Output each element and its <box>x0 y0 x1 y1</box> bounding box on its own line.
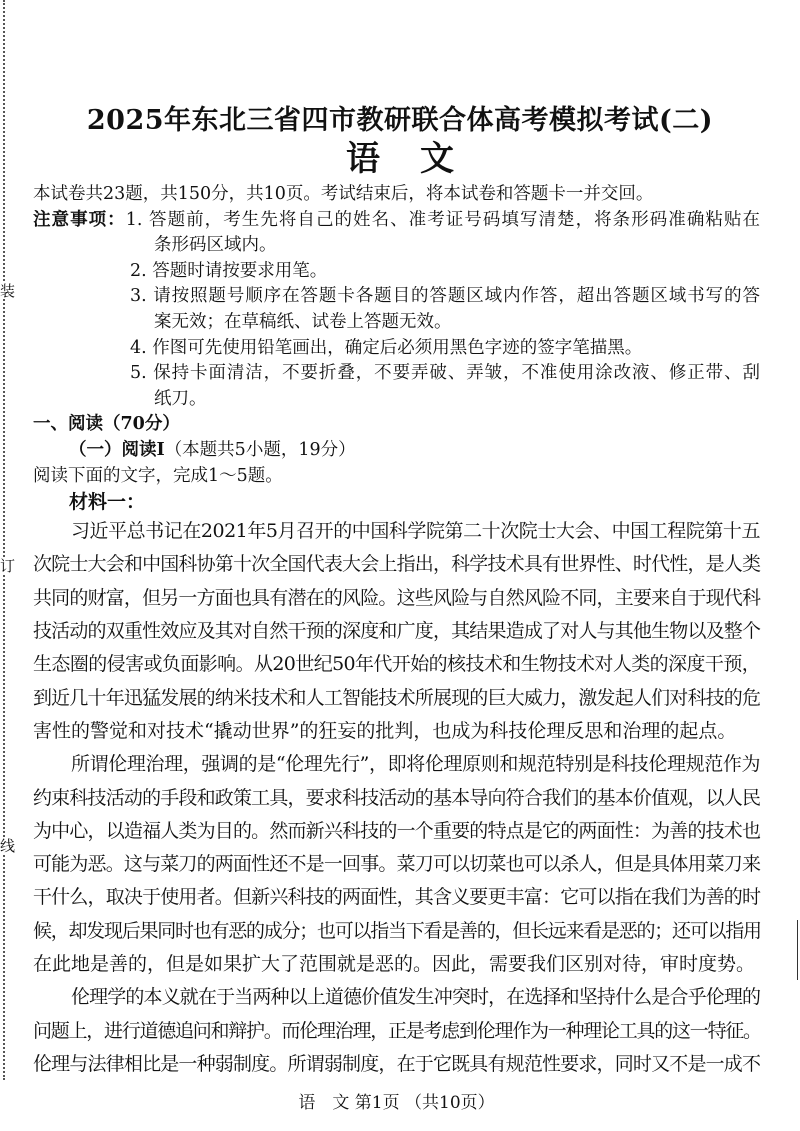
note-text: 答题前，考生先将自己的姓名、准考证号码填写清楚，将条形码准确粘贴在 <box>149 209 760 230</box>
note-text: 作图可先使用铅笔画出，确定后必须用黑色字迹的签字笔描黑。 <box>152 337 643 358</box>
exam-title: 2025年东北三省四市教研联合体高考模拟考试(二) <box>86 105 714 136</box>
text-line: 问题上，进行道德追问和辩护。而伦理治理，正是考虑到伦理作为一种理论工具的这一特征。 <box>33 1019 761 1042</box>
note-2 <box>33 259 760 285</box>
page-footer <box>33 1091 760 1115</box>
right-margin-line <box>797 920 798 980</box>
note-3 <box>33 284 760 310</box>
note-1 <box>33 208 760 234</box>
note-number: 1. <box>125 209 143 230</box>
binding-char-ding: 订 <box>0 557 16 575</box>
subject-title <box>0 131 800 180</box>
note-number: 4. <box>130 337 147 358</box>
note-text: 请按照题号顺序在答题卡各题目的答题区域内作答，超出答题区域书写的答 <box>153 286 760 307</box>
note-number: 2. <box>130 260 147 281</box>
paragraph <box>33 515 760 748</box>
note-text: 保持卡面清洁，不要折叠，不要弄破、弄皱，不准使用涂改液、修正带、刮 <box>153 363 760 384</box>
subsection-label: （一）阅读Ⅰ <box>69 439 165 460</box>
text-line: 可能为恶。这与菜刀的两面性还不是一回事。菜刀可以切菜也可以杀人，但是具体用菜刀来 <box>33 853 760 876</box>
notes-label: 注意事项： <box>33 209 126 230</box>
note-5 <box>33 361 760 387</box>
note-number: 5. <box>130 363 147 384</box>
subject-char: 文 <box>420 139 454 179</box>
footer-subject: 语 文 <box>298 1093 350 1114</box>
text-line: 为中心，以造福人类为目的。然而新兴科技的一个重要的特点是它的两面性：为善的技术也 <box>33 819 760 842</box>
exam-instructions <box>33 182 760 489</box>
text-line: 干什么，取决于使用者。但新兴科技的两面性，其含义要更丰富：它可以指在我们为善的时 <box>33 886 760 909</box>
text-line: 害性的警觉和对技术“撬动世界”的狂妄的批判，也成为科技伦理反思和治理的起点。 <box>33 719 737 742</box>
exam-summary: 本试卷共23题，共150分，共10页。考试结束后，将本试卷和答题卡一并交回。 <box>33 184 654 204</box>
text-line: 所谓伦理治理，强调的是“伦理先行”，即将伦理原则和规范特别是科技伦理规范作为 <box>71 753 760 776</box>
text-line: 在此地是善的，但是如果扩大了范围就是恶的。因此，需要我们区别对待，审时度势。 <box>33 952 756 975</box>
note-number: 3. <box>130 286 147 307</box>
binding-char-xian: 线 <box>0 837 16 855</box>
footer-page-total: （共10页） <box>405 1093 495 1114</box>
paragraph <box>33 748 760 981</box>
note-4 <box>33 336 760 362</box>
reading-material <box>33 489 760 1081</box>
reading-instruction: 阅读下面的文字，完成1～5题。 <box>33 465 283 486</box>
text-line: 生态圈的侵害或负面影响。从20世纪50年代开始的核技术和生物技术对人类的深度干预， <box>33 653 760 676</box>
text-line: 次院士大会和中国科协第十次全国代表大会上指出，科学技术具有世界性、时代性，是人类 <box>33 553 760 576</box>
subsection-heading <box>33 438 760 464</box>
note-3-cont: 案无效；在草稿纸、试卷上答题无效。 <box>154 311 452 332</box>
footer-page-number: 第1页 <box>354 1093 400 1114</box>
text-line: 习近平总书记在2021年5月召开的中国科学院第二十次院士大会、中国工程院第十五 <box>71 520 760 543</box>
text-line: 共同的财富，但另一方面也具有潜在的风险。这些风险与自然风险不同，主要来自于现代科 <box>33 586 760 609</box>
text-line: 伦理与法律相比是一种弱制度。所谓弱制度，在于它既具有规范性要求，同时又不是一成不 <box>33 1052 760 1075</box>
note-text: 答题时请按要求用笔。 <box>152 260 328 281</box>
text-line: 技活动的双重性效应及其对自然干预的深度和广度，其结果造成了对人与其他生物以及整个 <box>33 620 760 643</box>
subject-char: 语 <box>346 139 380 179</box>
binding-char-zhuang: 装 <box>0 282 16 300</box>
note-5-cont: 纸刀。 <box>154 388 207 409</box>
section-heading: 一、阅读（70分） <box>33 414 180 435</box>
paragraph <box>33 981 760 1081</box>
text-line: 候，却发现后果同时也有恶的成分；也可以指当下看是善的，但长远来看是恶的；还可以指用 <box>33 919 761 942</box>
page-content <box>33 182 760 1115</box>
text-line: 约束科技活动的手段和政策工具，要求科技活动的基本导向符合我们的基本价值观，以人民 <box>33 786 760 809</box>
material-label: 材料一： <box>69 491 146 514</box>
subsection-info: （本题共5小题，19分） <box>164 439 356 460</box>
note-1-cont: 条形码区域内。 <box>154 235 277 256</box>
text-line: 伦理学的本义就在于当两种以上道德价值发生冲突时，在选择和坚持什么是合乎伦理的 <box>71 986 760 1009</box>
text-line: 到近几十年迅猛发展的纳米技术和人工智能技术所展现的巨大威力，激发起人们对科技的危 <box>33 686 760 709</box>
